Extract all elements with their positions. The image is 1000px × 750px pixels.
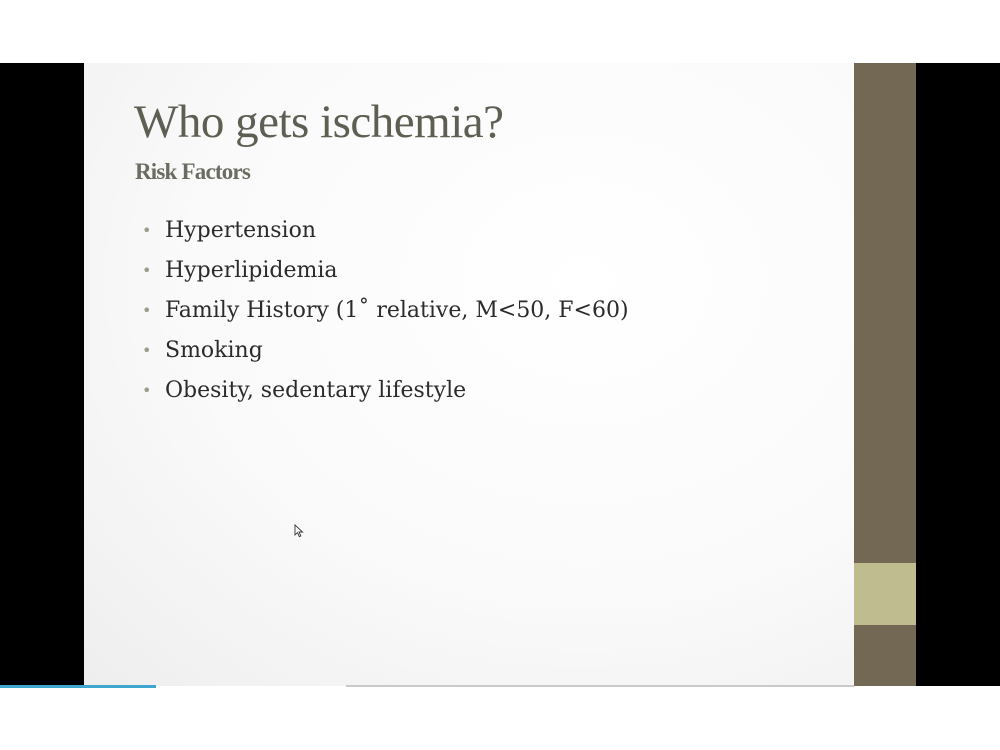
slide-side-accent [854, 563, 916, 625]
progress-buffered [346, 685, 854, 687]
bullet-dot-icon: • [142, 381, 152, 400]
bullet-dot-icon: • [142, 301, 152, 320]
slide-title: Who gets ischemia? [134, 96, 504, 148]
progress-played [0, 685, 156, 688]
bullet-text: Hyperlipidemia [165, 258, 338, 283]
bullet-text: Obesity, sedentary lifestyle [165, 378, 467, 403]
bullet-dot-icon: • [142, 221, 152, 240]
progress-bar[interactable] [0, 685, 1000, 688]
bullet-dot-icon: • [142, 341, 152, 360]
bullet-dot-icon: • [142, 261, 152, 280]
slide-subtitle: Risk Factors [135, 159, 250, 184]
bullet-text: Family History (1˚ relative, M<50, F<60) [165, 298, 629, 323]
bullet-text: Smoking [165, 338, 263, 363]
presentation-slide [84, 63, 854, 686]
bullet-text: Hypertension [165, 218, 317, 243]
